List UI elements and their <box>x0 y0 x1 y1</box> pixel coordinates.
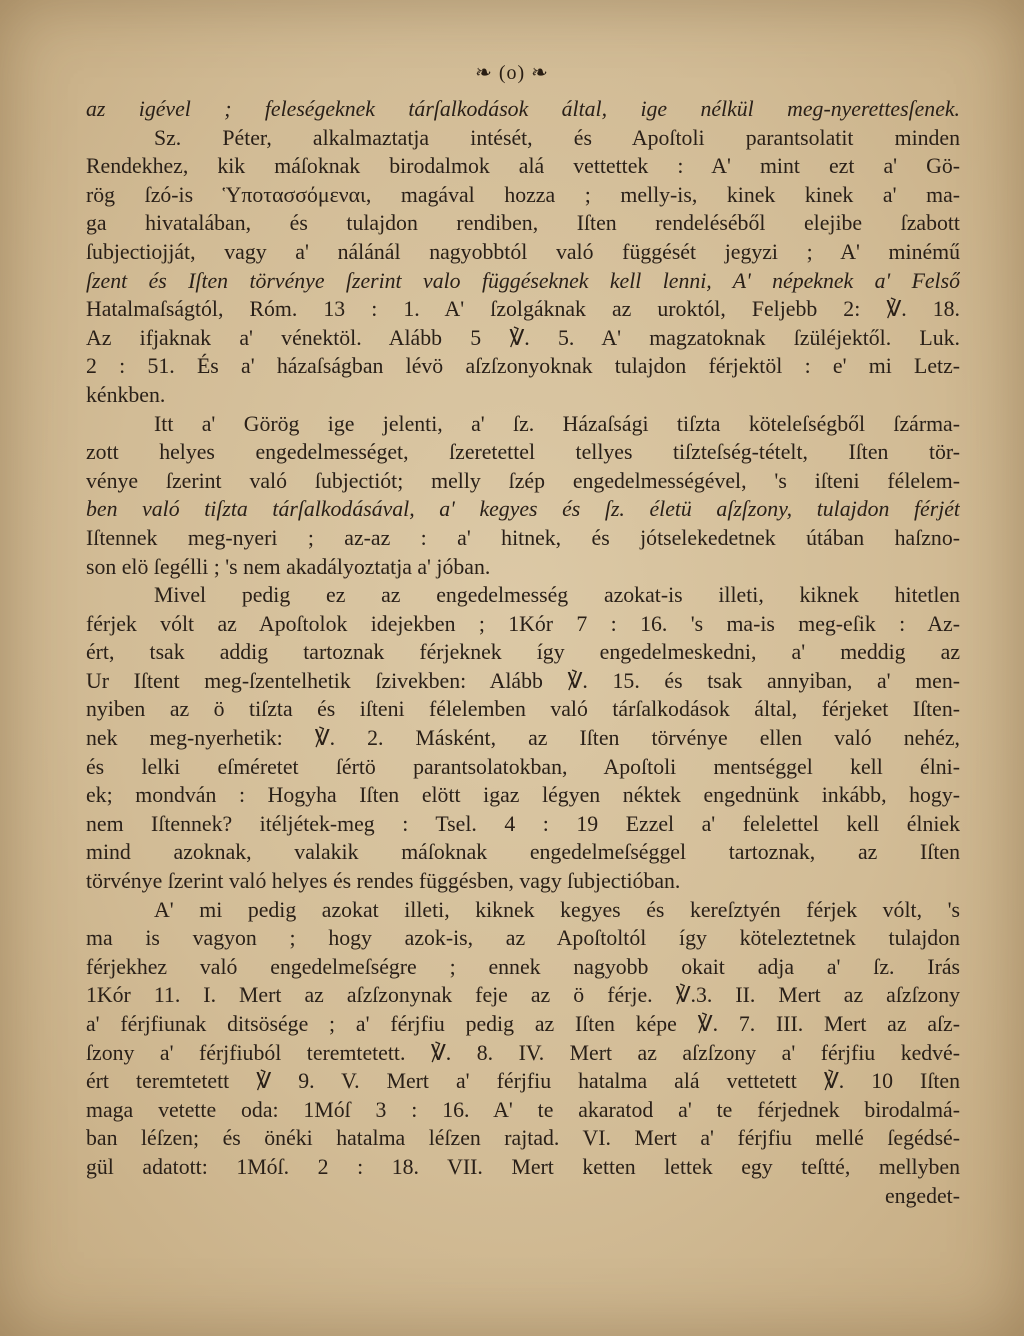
text-line: ért teremtetett ℣ 9. V. Mert a' férjfiu hatalma alá vettetett ℣. 10 Iſten <box>86 1069 960 1094</box>
text-line: és lelki eſméretet ſértö parantsolatokban, Apoſtoli mentséggel kell élni- <box>86 754 960 779</box>
text-line: A' mi pedig azokat illeti, kiknek kegyes és kereſztyén férjek vólt, 's <box>154 897 960 922</box>
text-line: ſzony a' férjfiuból teremtetett. ℣. 8. IV. Mert az aſzſzony a' férjfiu kedvé- <box>86 1040 960 1065</box>
text-line: 2 : 51. És a' házaſságban lévö aſzſzonyoknak tulajdon férjektöl : e' mi Letz- <box>86 354 960 379</box>
text-line: ek; mondván : Hogyha Iſten elött igaz légyen néktek engednünk inkább, hogy- <box>86 783 960 808</box>
text-line: Mivel pedig ez az engedelmesség azokat-is illeti, kiknek hitetlen <box>154 583 960 608</box>
text-line: Itt a' Görög ige jelenti, a' ſz. Házaſsági tiſzta köteleſségből ſzárma- <box>154 411 960 436</box>
text-line: Sz. Péter, alkalmaztatja intését, és Apoſtoli parantsolatit minden <box>154 125 960 150</box>
text-line: férjekhez való engedelmeſségre ; ennek nagyobb okait adja a' ſz. Irás <box>86 954 960 979</box>
text-line: 1Kór 11. I. Mert az aſzſzonynak feje az ö férje. ℣.3. II. Mert az aſzſzony <box>86 983 960 1008</box>
text-line: rög ſzó-is Ὑποτασσόμεναι, magával hozza ; melly-is, kinek kinek a' ma- <box>86 182 960 207</box>
text-line: mind azoknak, valakik máſoknak engedelmeſséggel tartoznak, az Iſten <box>86 840 960 865</box>
text-line: engedet- <box>884 1183 960 1208</box>
text-line: ért, tsak addig tartoznak férjeknek így engedelmeskedni, a' meddig az <box>86 640 960 665</box>
text-line: Rendekhez, kik máſoknak birodalmok alá vettettek : A' mint ezt a' Gö- <box>86 154 960 179</box>
text-line: nem Iſtennek? itéljétek-meg : Tsel. 4 : 19 Ezzel a' felelettel kell élniek <box>86 811 960 836</box>
text-line: ma is vagyon ; hogy azok-is, az Apoſtoltól így köteleztetnek tulajdon <box>86 926 960 951</box>
text-line: nyiben az ö tiſzta és iſteni félelemben való tárſalkodások által, férjeket Iſten- <box>86 697 960 722</box>
text-line: kénkben. <box>86 382 166 407</box>
text-line: az igével ; feleségeknek tárſalkodások által, ige nélkül meg-nyerettesſenek. <box>86 97 960 121</box>
text-line: ben való tiſzta tárſalkodásával, a' kegyes és ſz. életü aſzſzony, tulajdon férjét <box>86 497 960 522</box>
text-line: ga hivatalában, és tulajdon rendiben, Iſten rendeléséből elejibe ſzabott <box>86 211 960 236</box>
text-line: Iſtennek meg-nyeri ; az-az : a' hitnek, és jótselekedetnek útában haſzno- <box>86 525 960 550</box>
text-line: ſubjectiojját, vagy a' nálánál nagyobbtól való függését jegyzi ; A' minémű <box>86 239 960 264</box>
text-line: Hatalmaſságtól, Róm. 13 : 1. A' ſzolgáknak az uroktól, Feljebb 2: ℣. 18. <box>86 297 960 322</box>
text-line: maga vetette oda: 1Móſ 3 : 16. A' te akaratod a' te férjednek birodalmá- <box>86 1097 960 1122</box>
text-line: a' férjfiunak ditsösége ; a' férjfiu pedig az Iſten képe ℣. 7. III. Mert az aſz- <box>86 1012 960 1036</box>
text-line: nek meg-nyerhetik: ℣. 2. Másként, az Iſten törvénye ellen való nehéz, <box>86 726 960 751</box>
text-line: ban léſzen; és önéki hatalma léſzen rajtad. VI. Mert a' férjfiu mellé ſegédsé- <box>86 1126 960 1151</box>
text-line: Ur Iſtent meg-ſzentelhetik ſzivekben: Alább ℣. 15. és tsak annyiban, a' men- <box>86 668 960 693</box>
page-text <box>86 95 960 1210</box>
text-line: ſzent és Iſten törvénye ſzerint valo függéseknek kell lenni, A' népeknek a' Felső <box>86 268 960 293</box>
text-line: férjek vólt az Apoſtolok idejekben ; 1Kór 7 : 16. 's ma-is meg-eſik : Az- <box>86 611 960 636</box>
text-line: zott helyes engedelmességet, ſzeretettel tellyes tiſzteſség-tételt, Iſten tör- <box>86 440 960 465</box>
text-line: gül adatott: 1Móſ. 2 : 18. VII. Mert ketten lettek egy teſtté, mellyben <box>86 1154 960 1179</box>
text-line: Az ifjaknak a' vénektöl. Alább 5 ℣. 5. A' magzatoknak ſzüléjektől. Luk. <box>86 325 960 350</box>
page-header-ornament: ❧ (o) ❧ <box>475 62 549 84</box>
text-line: törvénye ſzerint való helyes és rendes függésben, vagy ſubjectióban. <box>86 869 681 894</box>
text-line: son elö ſegélli ; 's nem akadályoztatja a' jóban. <box>86 554 491 579</box>
text-line: vénye ſzerint való ſubjectiót; melly ſzép engedelmességével, 's iſteni félelem- <box>86 468 960 493</box>
